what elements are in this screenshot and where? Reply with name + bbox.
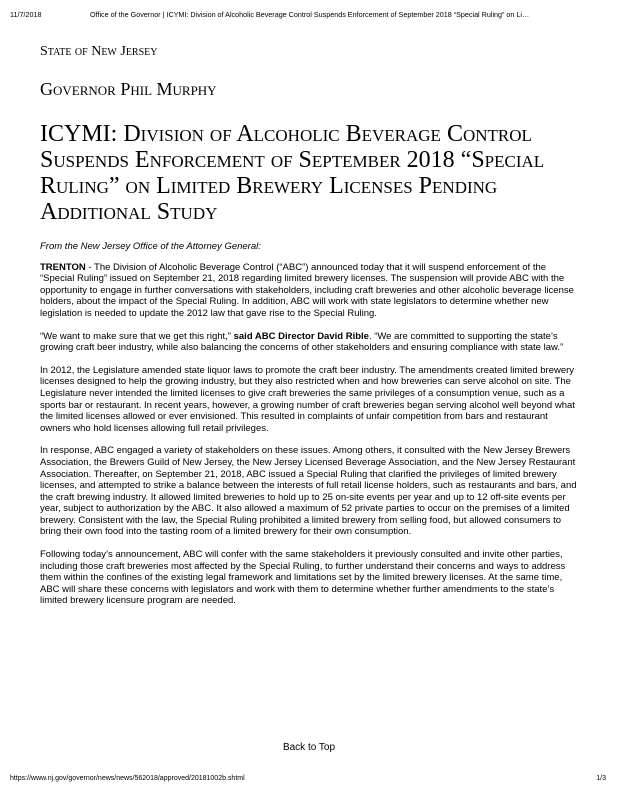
article-headline: ICYMI: Division of Alcoholic Beverage Control Suspends Enforcement of September 2018 “Special Ruling” on Limited Brewery Licenses Pending Additional Study	[40, 121, 545, 225]
governor-link[interactable]: Governor Phil Murphy	[40, 79, 217, 99]
speaker: said ABC Director David Rible	[233, 330, 369, 342]
article-source: From the New Jersey Office of the Attorney General:	[40, 241, 261, 252]
paragraph-3: In 2012, the Legislature amended state liquor laws to promote the craft beer industry. The amendments created limited brewery licenses designed to help the growing industry, but they also restricted when and how breweries can serve alcohol on site. The Legislature never intended the limited licenses to give craft breweries the same privileges of a consumption venue, such as a sports bar or restaurant. In recent years, however, a growing number of craft breweries began serving alcohol well beyond what the limited licenses allowed or ever envisioned. This resulted in complaints of unfair competition from bars and restaurant owners who hold licenses allowing full retail privileges.	[40, 364, 575, 434]
paragraph-5: Following today’s announcement, ABC will confer with the same stakeholders it previously consulted and invite other parties, including those craft breweries most affected by the Special Ruling, to further understand their concerns and ways to address them within the confines of the existing legal framework and limitations set by the limited brewery licenses. At the same time, ABC will share these concerns with legislators and work with them to determine whether further amendments to the state’s limited brewery licensure program are needed.	[40, 549, 566, 607]
paragraph-1-text: - The Division of Alcoholic Beverage Control (“ABC”) announced today that it will suspend enforcement of the “Special Ruling” issued on September 21, 2018 regarding limited brewery licenses. The suspension will provide ABC with the opportunity to engage in further conversations with stakeholders, including craft breweries and other alcoholic beverage license holders, about the impact of the Special Ruling. In addition, ABC will work with state legislators to determine whether new legislation is needed to update the 2012 law that gave rise to the Special Ruling.	[40, 261, 574, 319]
page-number: 1/3	[596, 775, 606, 782]
quote-start: “We want to make sure that we get this right,”	[40, 330, 234, 342]
print-date: 11/7/2018	[10, 10, 42, 19]
paragraph-1	[40, 262, 580, 320]
paragraph-2	[40, 331, 580, 354]
quote-end: . “We are committed to supporting the state’s growing craft beer industry, while also balancing the concerns of other stakeholders and ensuring compliance with state law.”	[40, 330, 564, 354]
print-footer	[10, 775, 606, 782]
print-page-title: Office of the Governor | ICYMI: Division of Alcoholic Beverage Control Suspends Enforcement of September 2018 “Special Ruling” on Li…	[90, 10, 530, 19]
print-header	[10, 10, 608, 19]
article-body	[40, 241, 580, 618]
paragraph-4: In response, ABC engaged a variety of stakeholders on these issues. Among others, it consulted with the New Jersey Brewers Association, the Brewers Guild of New Jersey, the New Jersey Licensed Beverage Association, and the New Jersey Restaurant Association. Thereafter, on September 21, 2018, ABC issued a Special Ruling that clarified the privileges of limited brewery licenses, and attempted to strike a balance between the interests of full retail license holders, such as restaurants and bars, and the craft brewing industry. It allowed limited breweries to hold up to 25 on-site events per year and up to 12 off-site events per year, subject to authorization by the ABC. It also allowed a maximum of 52 private parties to occur on the premises of a limited brewery. Consistent with the law, the Special Ruling prohibited a limited brewery from selling food, but allowed consumers to bring their own food into the tasting room of a limited brewery for their own consumption.	[40, 445, 577, 538]
dateline: TRENTON	[40, 261, 86, 273]
back-to-top-link[interactable]: Back to Top	[282, 742, 336, 753]
page-url: https://www.nj.gov/governor/news/news/562018/approved/20181002b.shtml	[10, 775, 245, 782]
state-link[interactable]: State of New Jersey	[40, 44, 158, 59]
